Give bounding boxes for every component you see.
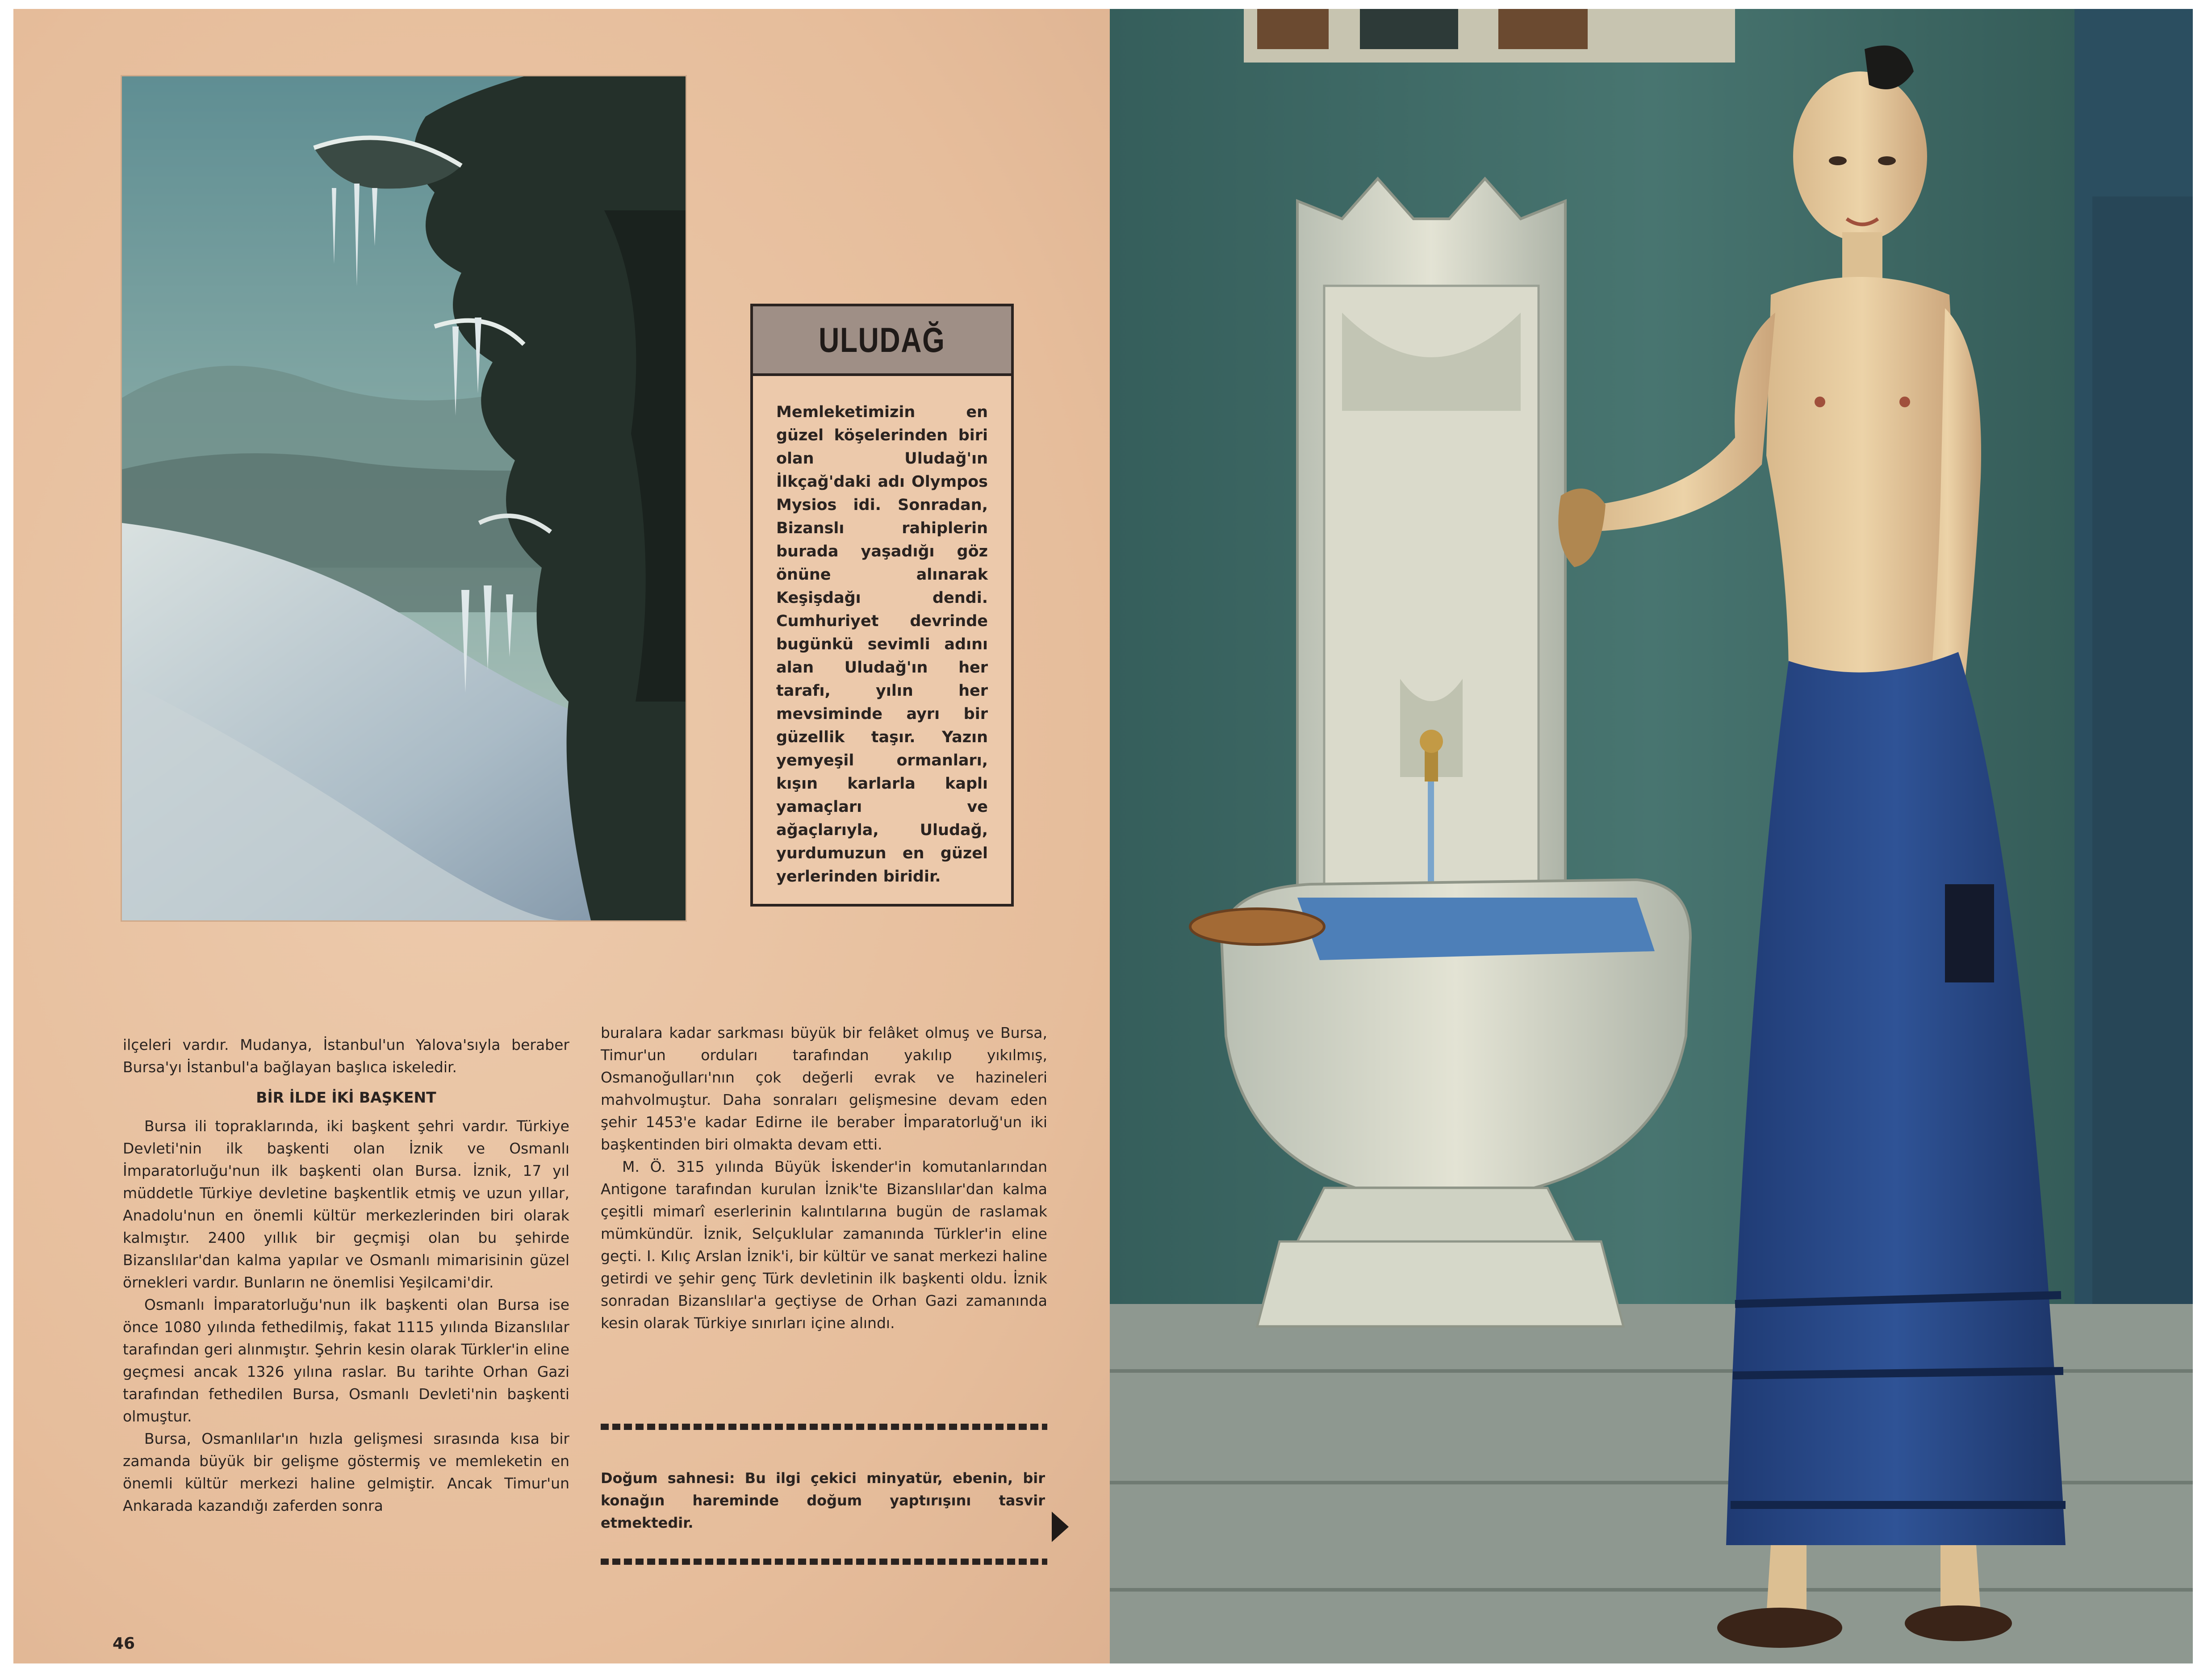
right-text-column — [601, 1022, 1047, 1334]
miniature-painting — [1110, 9, 2193, 1663]
paragraph: Osmanlı İmparatorluğu'nun ilk başkenti olan Bursa ise önce 1080 yılında fethedilmiş, fakat 1115 yılında Bizanslılar tarafından geri alınmıştır. Şehrin kesin olarak Türkler'in eline geçmesi ancak 1326 yılına raslar. Bu tarihte Orhan Gazi tarafından fethedilen Bursa, Osmanlı Devleti'nin başkenti olmuştur. — [123, 1296, 569, 1425]
caption-divider-bottom — [601, 1559, 1047, 1565]
section-heading: BİR İLDE İKİ BAŞKENT — [256, 1089, 436, 1106]
paragraph: Bursa, Osmanlılar'ın hızla gelişmesi sırasında kısa bir zamanda büyük bir gelişme göstermiş ve memleketin en önemli kültür merkezi haline gelmiştir. Ancak Timur'un Ankarada kazandığı zaferden sonra — [123, 1430, 569, 1514]
paragraph-intro: ilçeleri vardır. Mudanya, İstanbul'un Yalova'sıyla beraber Bursa'yı İstanbul'a bağlayan başlıca iskeledir. — [123, 1036, 569, 1076]
paragraph: buralara kadar sarkması büyük bir felâket olmuş ve Bursa, Timur'un orduları tarafından yakılıp yıkılmış, Osmanoğulları'nın çok değerli evrak ve hazineleri mahvolmuştur. Daha sonraları gelişmesine devam eden şehir 1453'e kadar Edirne ile beraber İmparatorluğ'un iki başkentinden biri olmakta devam etti. — [601, 1024, 1047, 1153]
left-page — [13, 9, 1110, 1663]
uludag-sidebar-box — [750, 304, 1014, 907]
show-through-text — [121, 956, 590, 978]
uludag-winter-photo — [121, 75, 687, 922]
illustration-caption: Doğum sahnesi: Bu ilgi çekici minyatür, ebenin, bir konağın hareminde doğum yaptırışını tasvir etmektedir. — [601, 1470, 1045, 1531]
sidebar-title: ULUDAĞ — [819, 320, 945, 359]
sidebar-text: Memleketimizin en güzel köşelerinden biri olan Uludağ'ın İlkçağ'daki adı Olympos Mysios idi. Sonradan, Bizanslı rahiplerin burada yaşadığı göz önüne alınarak Keşişdağı dendi. Cumhuriyet devrinde bugünkü sevimli adını alan Uludağ'ın her tarafı, yılın her mevsiminde ayrı bir güzellik taşır. Yazın yemyeşil ormanları, kışın karlarla kaplı yamaçları ve ağaçlarıyla, Uludağ, yurdumuzun en güzel yerlerinden biridir. — [776, 403, 988, 886]
caption-divider-top — [601, 1424, 1047, 1430]
arrow-right-icon — [1052, 1512, 1069, 1542]
left-text-column — [123, 1034, 569, 1517]
page-number: 46 — [113, 1634, 135, 1653]
sidebar-header — [753, 306, 1011, 376]
paragraph: Bursa ili topraklarında, iki başkent şehri vardır. Türkiye Devleti'nin ilk başkenti olan İznik ve Osmanlı İmparatorluğu'nun ilk başkenti olan Bursa. İznik, 17 yıl müddetle Türkiye devletine başkentlik etmiş ve uzun yıllar, Anadolu'nun en önemli kültür merkezlerinden biri olarak kalmıştır. 2400 yıllık bir geçmişi olan bu şehirde Bizanslılar'dan kalma yapılar ve Osmanlı mimarisinin güzel örnekleri vardır. Bunların ne önemlisi Yeşilcami'dir. — [123, 1117, 569, 1291]
paragraph: M. Ö. 315 yılında Büyük İskender'in komutanlarından Antigone tarafından kurulan İznik'te Bizanslılar'dan kalma çeşitli mimarî eserlerinin kalıntılarına bugün de raslamak mümkündür. İznik, Selçuklular zamanında Türkler'in eline geçti. I. Kılıç Arslan İznik'i, bir kültür ve sanat merkezi haline getirdi ve şehir genç Türk devletinin ilk başkenti oldu. İznik sonradan Bizanslılar'a geçtiyse de Orhan Gazi zamanında kesin olarak Türkiye sınırları içine alındı. — [601, 1158, 1047, 1332]
